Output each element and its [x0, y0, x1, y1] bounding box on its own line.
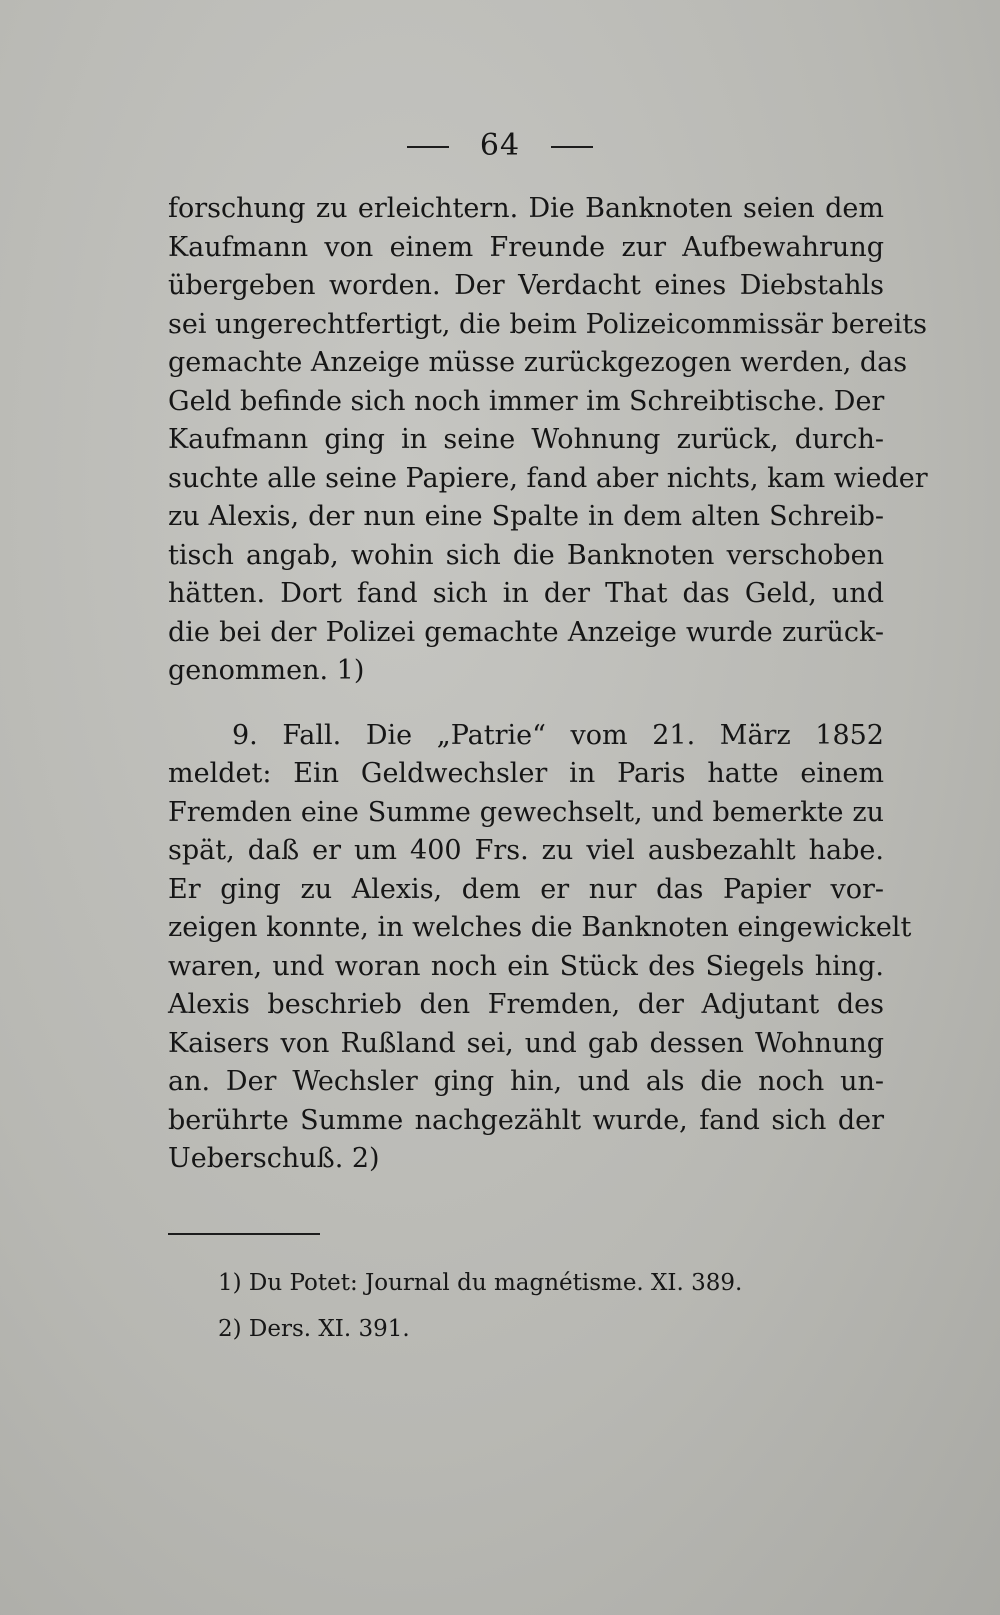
text-line: waren, und woran noch ein Stück des Siegels hing. [168, 950, 884, 982]
text-line: meldet: Ein Geldwechsler in Paris hatte einem [168, 758, 884, 789]
case-heading-line: 9. Fall. Die „Patrie“ vom 21. März 1852 [232, 719, 884, 751]
text-line: die bei der Polizei gemachte Anzeige wurde zurück- [168, 616, 884, 648]
text-line: spät, daß er um 400 Frs. zu viel ausbezahlt habe. [168, 835, 884, 866]
text-line: Geld befinde sich noch immer im Schreibtische. Der [168, 385, 885, 417]
page-number-text: 64 [479, 128, 521, 163]
text-line: an. Der Wechsler ging hin, und als die noch un- [168, 1066, 884, 1097]
text-line: Kaisers von Rußland sei, und gab dessen Wohnung [168, 1027, 884, 1059]
text-line: berührte Summe nachgezählt wurde, fand sich der [168, 1104, 884, 1136]
text-line: Er ging zu Alexis, dem er nur das Papier vor- [168, 873, 884, 905]
text-line: zeigen konnte, in welches die Banknoten eingewickelt [168, 912, 912, 943]
text-line: tisch angab, wohin sich die Banknoten verschoben [168, 539, 884, 571]
text-line: übergeben worden. Der Verdacht eines Diebstahls [168, 270, 884, 301]
text-line: suchte alle seine Papiere, fand aber nichts, kam wieder [168, 462, 928, 494]
page-number-dash-left [407, 146, 449, 148]
page-number-dash-right [551, 146, 593, 148]
text-line: hätten. Dort fand sich in der That das Geld, und [168, 578, 884, 609]
text-line: Kaufmann von einem Freunde zur Aufbewahrung [168, 231, 884, 263]
text-line: forschung zu erleichtern. Die Banknoten seien dem [168, 193, 884, 224]
page-number [0, 128, 1000, 163]
text-line: Ueberschuß. 2) [168, 1143, 380, 1174]
text-line: Alexis beschrieb den Fremden, der Adjutant des [168, 989, 884, 1020]
text-line: Kaufmann ging in seine Wohnung zurück, durch- [168, 424, 884, 455]
paragraph-gap [168, 691, 884, 717]
footnote-2: 2) Ders. XI. 391. [218, 1316, 410, 1342]
footnote-rule [168, 1233, 320, 1235]
body-text [168, 190, 928, 1179]
text-line: gemachte Anzeige müsse zurückgezogen werden, das [168, 347, 908, 378]
text-line: zu Alexis, der nun eine Spalte in dem alten Schreib- [168, 501, 884, 532]
footnotes [218, 1260, 878, 1352]
text-line: Fremden eine Summe gewechselt, und bemerkte zu [168, 796, 884, 828]
footnote-1: 1) Du Potet: Journal du magnétisme. XI. 389. [218, 1270, 743, 1296]
text-line: genommen. 1) [168, 655, 365, 686]
text-line: sei ungerechtfertigt, die beim Polizeicommissär bereits [168, 308, 928, 340]
